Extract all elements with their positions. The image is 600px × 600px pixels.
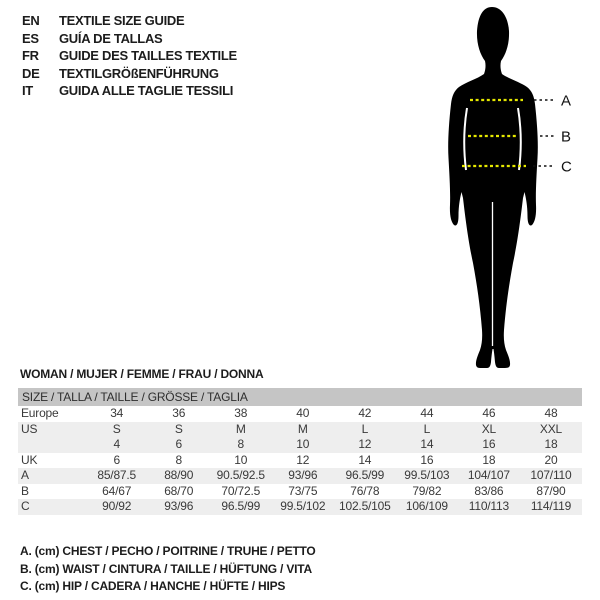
size-row-label: Europe [21, 406, 59, 420]
size-cell: 99.5/102 [272, 499, 334, 515]
size-cell: 6 [113, 452, 120, 467]
size-cell: 10 [234, 452, 248, 467]
size-cell: 8 [210, 437, 272, 453]
language-code: IT [22, 83, 33, 99]
size-cell: XL [458, 422, 520, 438]
language-guide-row [22, 65, 237, 83]
size-cell: S [148, 422, 210, 438]
size-cell: 36 [172, 406, 186, 420]
size-cell: M [210, 422, 272, 438]
guide-title-translation: TEXTILGRÖßENFÜHRUNG [59, 65, 219, 81]
size-cell: 68/70 [164, 483, 194, 498]
size-cell: 12 [296, 452, 310, 467]
guide-title-translation: GUÍA DE TALLAS [59, 30, 163, 46]
guide-title-translation: TEXTILE SIZE GUIDE [59, 13, 185, 28]
size-cell: 6 [148, 437, 210, 453]
size-cell: 96.5/99 [334, 468, 396, 484]
size-table-row [18, 468, 582, 484]
size-row-label: C [18, 499, 86, 515]
size-table-row [18, 484, 582, 500]
language-guide-list [22, 12, 237, 100]
size-table-row [18, 499, 582, 515]
size-cell: 90/92 [86, 499, 148, 515]
size-row-label: UK [21, 452, 38, 467]
size-table-header-row [18, 388, 582, 406]
size-cell: XXL [520, 422, 582, 438]
guide-title-translation: GUIDE DES TAILLES TEXTILE [59, 48, 237, 64]
size-cell: 14 [358, 452, 372, 467]
size-cell: 34 [110, 406, 124, 420]
size-cell: 38 [234, 406, 248, 420]
size-cell: 87/90 [536, 483, 566, 498]
size-cell: 20 [544, 452, 558, 467]
guide-title-translation: GUIDA ALLE TAGLIE TESSILI [59, 83, 234, 99]
size-cell: 16 [420, 452, 434, 467]
hip-label: C [561, 158, 572, 176]
waist-label: B [561, 128, 572, 146]
size-cell: 104/107 [458, 468, 520, 484]
size-cell: 106/109 [396, 499, 458, 515]
woman-silhouette-figure [420, 0, 600, 380]
size-cell: 93/96 [148, 499, 210, 515]
size-row-label: B [21, 483, 29, 498]
size-cell: 79/82 [412, 483, 442, 498]
size-table-row [18, 437, 582, 453]
language-code: FR [22, 48, 39, 64]
size-table-header: SIZE / TALLA / TAILLE / GRÖSSE / TAGLIA [18, 388, 582, 406]
size-cell: 12 [334, 437, 396, 453]
language-code: EN [22, 13, 40, 28]
language-code: DE [22, 65, 40, 81]
language-guide-row [22, 12, 237, 30]
size-row-label [18, 437, 86, 453]
size-cell: 46 [482, 406, 496, 420]
size-cell: 85/87.5 [86, 468, 148, 484]
size-cell: M [272, 422, 334, 438]
language-code: ES [22, 30, 39, 46]
language-guide-row [22, 30, 237, 48]
legend-line: B. (cm) WAIST / CINTURA / TAILLE / HÜFTUNG / VITA [20, 561, 312, 576]
size-cell: 64/67 [102, 483, 132, 498]
measurement-legend [20, 543, 316, 596]
size-cell: 102.5/105 [334, 499, 396, 515]
size-cell: 99.5/103 [396, 468, 458, 484]
size-cell: 76/78 [350, 483, 380, 498]
size-row-label: US [18, 422, 86, 438]
size-table-row [18, 406, 582, 422]
size-cell: 90.5/92.5 [210, 468, 272, 484]
woman-silhouette-icon [420, 0, 600, 380]
legend-line: C. (cm) HIP / CADERA / HANCHE / HÜFTE / HIPS [20, 579, 286, 594]
size-cell: 48 [544, 406, 558, 420]
table-title: WOMAN / MUJER / FEMME / FRAU / DONNA [20, 367, 264, 381]
size-cell: 73/75 [288, 483, 318, 498]
size-cell: 14 [396, 437, 458, 453]
size-cell: L [334, 422, 396, 438]
size-cell: 114/119 [520, 499, 582, 515]
size-cell: 70/72.5 [221, 483, 261, 498]
size-cell: 18 [520, 437, 582, 453]
legend-line: A. (cm) CHEST / PECHO / POITRINE / TRUHE / PETTO [20, 544, 316, 558]
size-cell: 4 [86, 437, 148, 453]
size-cell: 8 [175, 452, 182, 467]
size-table-row [18, 453, 582, 469]
size-cell: 107/110 [520, 468, 582, 484]
size-cell: 96.5/99 [210, 499, 272, 515]
size-cell: 42 [358, 406, 372, 420]
size-cell: S [86, 422, 148, 438]
size-cell: 110/113 [458, 499, 520, 515]
size-cell: 10 [272, 437, 334, 453]
size-cell: 16 [458, 437, 520, 453]
size-cell: 44 [420, 406, 434, 420]
chest-label: A [561, 92, 572, 110]
size-cell: 40 [296, 406, 310, 420]
size-row-label: A [18, 468, 86, 484]
size-table-container [18, 388, 582, 515]
size-cell: 93/96 [272, 468, 334, 484]
size-cell: 83/86 [474, 483, 504, 498]
language-guide-row [22, 82, 237, 100]
language-guide-row [22, 47, 237, 65]
size-cell: 88/90 [148, 468, 210, 484]
size-table-row [18, 422, 582, 438]
size-table [18, 388, 582, 515]
size-cell: 18 [482, 452, 496, 467]
size-cell: L [396, 422, 458, 438]
